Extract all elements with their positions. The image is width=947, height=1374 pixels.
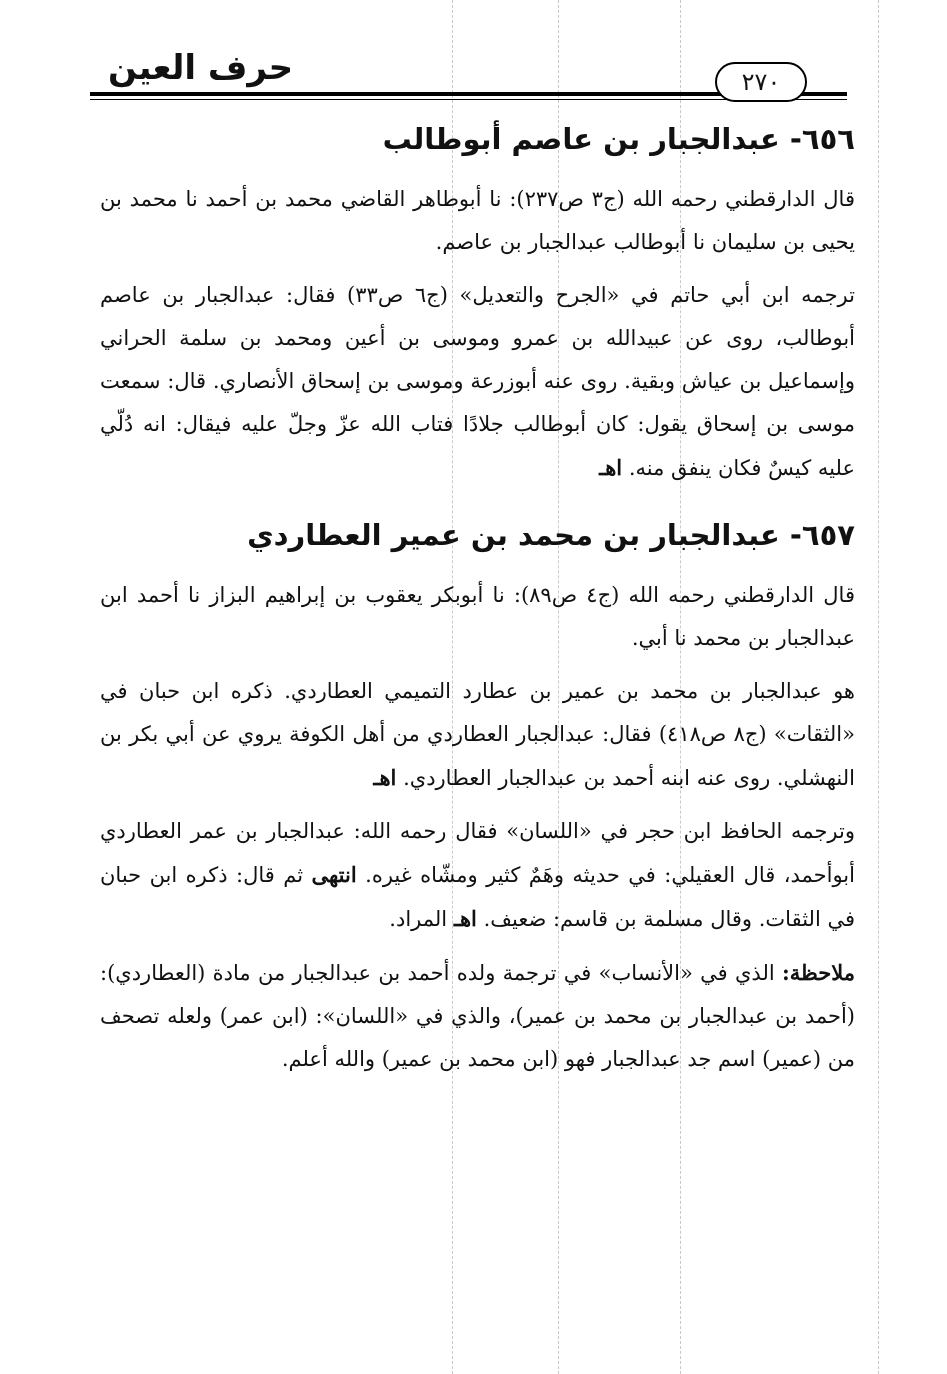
entry-title: ٦٥٧- عبدالجبار بن محمد بن عمير العطاردي [247, 518, 855, 552]
paragraph-text: ثم قال: ذكره ابن حبان في الثقات. وقال مسلمة بن قاسم: ضعيف. [100, 863, 855, 931]
end-marker: انتهى [311, 862, 357, 887]
paragraph-text: ترجمه ابن أبي حاتم في «الجرح والتعديل» (ج٦ ص٣٣) فقال: عبدالجبار بن عاصم أبوطالب، روى عن عبيدالله بن عمرو وموسى بن أعين ومحمد بن سلمة الحراني وإسماعيل بن عياش وبقية. روى عنه أبوزرعة وموسى بن إسحاق الأنصاري. قال: سمعت موسى بن إسحاق يقول: كان أبوطالب جلادًا فتاب الله عزّ وجلّ عليه فيقال: انه دُلّي عليه كيسٌ فكان ينفق منه. [100, 283, 855, 480]
paragraph-text: الذي في «الأنساب» في ترجمة ولده أحمد بن عبدالجبار من مادة (العطاردي): (أحمد بن عبدالجبار بن محمد بن عمير)، والذي في «اللسان»: (ابن عمر) ولعله تصحف من (عمير) اسم جد عبدالجبار فهو (ابن محمد بن عمير) والله أعلم. [100, 961, 855, 1071]
note-label: ملاحظة: [782, 960, 855, 985]
page-content [100, 118, 855, 1091]
paragraph: قال الدارقطني رحمه الله (ج٣ ص٢٣٧): نا أبوطاهر القاضي محمد بن أحمد نا محمد بن يحيى بن سليمان نا أبوطالب عبدالجبار بن عاصم. [100, 187, 855, 254]
paragraph-text: المراد. [389, 907, 448, 931]
running-title: حرف العين [102, 48, 299, 88]
page-header [90, 48, 847, 104]
entry-title: ٦٥٦- عبدالجبار بن عاصم أبوطالب [382, 122, 855, 156]
end-marker: اهـ [373, 765, 397, 790]
paragraph [100, 951, 855, 1081]
page-number: ٢٧٠ [715, 62, 807, 102]
end-marker: اهـ [599, 455, 623, 480]
paragraph [100, 274, 855, 490]
paragraph-text: هو عبدالجبار بن محمد بن عمير بن عطارد التميمي العطاردي. ذكره ابن حبان في «الثقات» (ج٨ ص٤١٨) فقال: عبدالجبار العطاردي من أهل الكوفة يروي عن أبي بكر بن النهشلي. روى عنه ابنه أحمد بن عبدالجبار العطاردي. [100, 679, 855, 790]
paragraph [100, 810, 855, 941]
paragraph-text: وترجمه الحافظ ابن حجر في «اللسان» فقال رحمه الله: عبدالجبار بن عمر العطاردي أبوأحمد، قال العقيلي: في حديثه وهَمٌ كثير ومشّاه غيره. [100, 819, 855, 887]
end-marker: اهـ [453, 906, 477, 931]
paragraph: قال الدارقطني رحمه الله (ج٤ ص٨٩): نا أبوبكر يعقوب بن إبراهيم البزاز نا أحمد ابن عبدالجبار بن محمد نا أبي. [100, 583, 855, 650]
paragraph [100, 670, 855, 800]
